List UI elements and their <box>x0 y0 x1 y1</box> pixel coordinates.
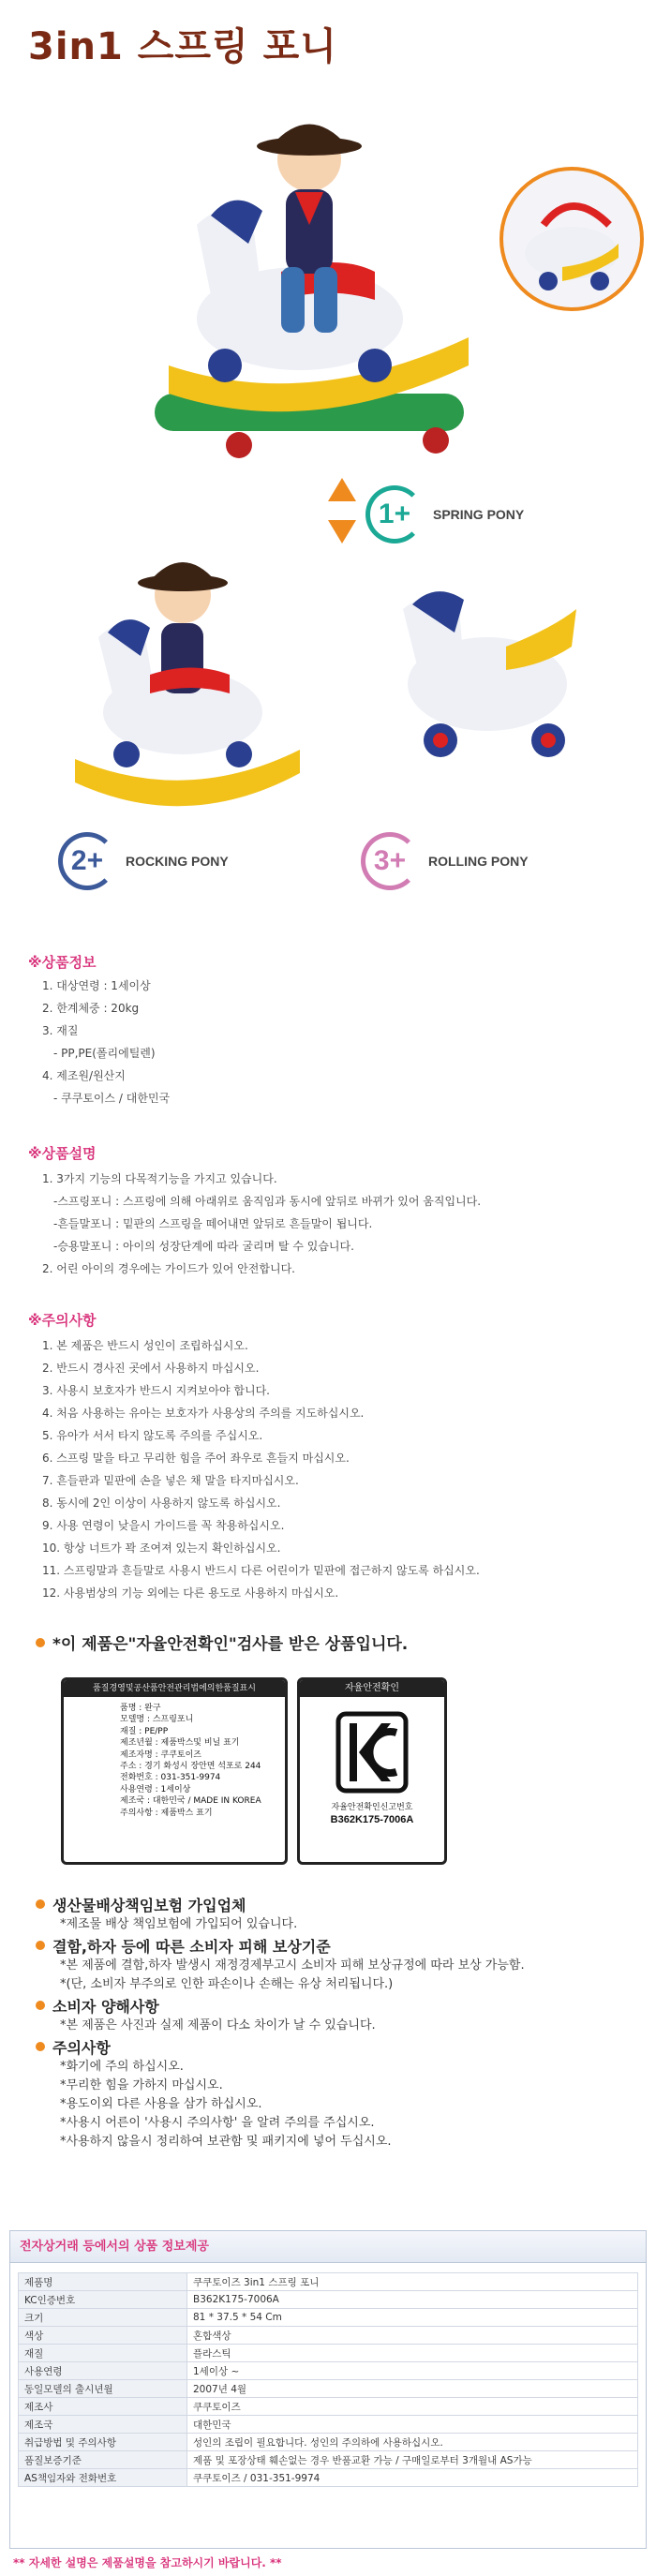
mode-label: ROLLING PONY <box>428 854 529 869</box>
table-value: 쿠쿠토이즈 3in1 스프링 포니 <box>187 2273 638 2291</box>
bullet-dot <box>36 1899 45 1909</box>
cert-heading-suffix: 검사를 받은 상품입니다. <box>236 1635 409 1654</box>
list-item: 3. 사용시 보호자가 반드시 지켜보아야 합니다. <box>42 1384 270 1397</box>
mode-rolling <box>361 832 529 890</box>
bullet-dot <box>36 2042 45 2051</box>
note-line: *본 제품에 결함,하자 발생시 재정경제부고시 소비자 피해 보상규정에 따라 보상 가능함. <box>60 1958 525 1973</box>
table-key: 제품명 <box>19 2273 187 2291</box>
table-row <box>19 2451 638 2469</box>
label-line: 전화번호 : 031-351-9974 <box>120 1773 221 1783</box>
description-heading: ※상품설명 <box>28 1145 97 1162</box>
product-info-table <box>9 2230 647 2549</box>
table-key: 제조사 <box>19 2398 187 2416</box>
mode-number-badge: 1+ <box>365 485 424 543</box>
table-value: 제품 및 포장상태 훼손없는 경우 반품교환 가능 / 구매일로부터 3개월내 AS가능 <box>187 2451 638 2469</box>
note-title: 주의사항 <box>52 2038 111 2057</box>
kc-label <box>297 1677 447 1865</box>
list-item: 2. 한계체중 : 20kg <box>42 1002 140 1015</box>
table-row <box>19 2398 638 2416</box>
table-key: 크기 <box>19 2309 187 2327</box>
list-item: 11. 스프링말과 흔들말로 사용시 반드시 다른 어린이가 밑판에 접근하지 않도록 하십시오. <box>42 1564 480 1577</box>
list-item: 6. 스프링 말을 타고 무리한 힘을 주어 좌우로 흔들지 마십시오. <box>42 1452 350 1465</box>
bullet-dot <box>36 2001 45 2010</box>
table-key: 제조국 <box>19 2416 187 2434</box>
cert-heading-highlight: "자율안전확인" <box>127 1635 237 1654</box>
certification-notice <box>36 1630 635 1654</box>
pony-drawings <box>0 84 656 890</box>
bullet-dot <box>36 1638 45 1647</box>
table-row <box>19 2327 638 2345</box>
mode-number-badge: 3+ <box>361 832 419 890</box>
detail-inset <box>501 169 642 309</box>
list-item: 10. 항상 너트가 꽉 조여져 있는지 확인하십시오. <box>42 1541 281 1555</box>
list-item: 2. 어린 아이의 경우에는 가이드가 있어 안전합니다. <box>42 1262 295 1275</box>
list-item: 8. 동시에 2인 이상이 사용하지 않도록 하십시오. <box>42 1496 281 1510</box>
note-title: 결함,하자 등에 따른 소비자 피해 보상기준 <box>52 1937 331 1956</box>
table-value: 2007년 4월 <box>187 2380 638 2398</box>
kc-code: B362K175-7006A <box>330 1814 414 1825</box>
note-line: *용도이외 다른 사용을 삼가 하십시오. <box>60 2097 262 2111</box>
note-title: 생산물배상책임보험 가입업체 <box>52 1896 246 1914</box>
table-key: 재질 <box>19 2345 187 2362</box>
table-value: 성인의 조립이 필요합니다. 성인의 주의하에 사용하십시오. <box>187 2434 638 2451</box>
label-line: 제조자명 : 쿠쿠토이즈 <box>120 1750 202 1760</box>
table-value: 1세이상 ~ <box>187 2362 638 2380</box>
label-line: 사용연령 : 1세이상 <box>120 1784 191 1794</box>
footnote: ** 자세한 설명은 제품설명을 참고하시기 바랍니다. ** <box>13 2556 282 2569</box>
table-key: 동일모델의 출시년월 <box>19 2380 187 2398</box>
table-row <box>19 2291 638 2309</box>
certification-labels <box>61 1677 447 1865</box>
table-key: KC인증번호 <box>19 2291 187 2309</box>
list-item: 1. 대상연령 : 1세이상 <box>42 979 151 992</box>
label-line: 모델명 : 스프링포니 <box>120 1715 194 1725</box>
mode-label: SPRING PONY <box>433 507 525 522</box>
list-item: 1. 본 제품은 반드시 성인이 조립하십시오. <box>42 1339 248 1352</box>
list-item: -흔들말포니 : 밑판의 스프링을 떼어내면 앞뒤로 흔들말이 됩니다. <box>53 1217 373 1230</box>
rolling-pony-image <box>403 591 576 757</box>
quality-label-header: 품질경영및공산품안전관리법에의한품질표시 <box>64 1680 285 1697</box>
note-title: 소비자 양해사항 <box>52 1997 159 2016</box>
list-item: 2. 반드시 경사진 곳에서 사용하지 마십시오. <box>42 1362 260 1375</box>
mode-number-badge: 2+ <box>58 832 116 890</box>
caution-list <box>42 1334 480 1604</box>
table-row <box>19 2345 638 2362</box>
list-item: 4. 처음 사용하는 유아는 보호자가 사용상의 주의를 지도하십시오. <box>42 1407 365 1420</box>
quality-label <box>61 1677 288 1865</box>
quality-label-body <box>64 1697 285 1819</box>
note-line: *사용시 어른이 '사용시 주의사항' 을 알려 주의를 주십시오. <box>60 2116 375 2130</box>
mode-spring <box>365 485 524 543</box>
notes-section <box>36 1893 635 2152</box>
table-row <box>19 2434 638 2451</box>
kc-mark-icon <box>300 1710 444 1794</box>
label-line: 품명 : 완구 <box>120 1704 161 1713</box>
product-info-heading: ※상품정보 <box>28 954 97 971</box>
note-line: *제조물 배상 책임보험에 가입되어 있습니다. <box>60 1917 298 1931</box>
note-line: *무리한 힘을 가하지 마십시오. <box>60 2078 223 2092</box>
table-row <box>19 2469 638 2487</box>
label-line: 재질 : PE/PP <box>120 1726 169 1736</box>
cert-heading-prefix: *이 제품은 <box>52 1635 128 1654</box>
note-line: *(단, 소비자 부주의로 인한 파손이나 손해는 유상 처리됩니다.) <box>60 1977 394 1991</box>
note-line: *화기에 주의 하십시오. <box>60 2060 184 2074</box>
table-value: 쿠쿠토이즈 / 031-351-9974 <box>187 2469 638 2487</box>
bullet-dot <box>36 1941 45 1950</box>
caution-heading: ※주의사항 <box>28 1312 97 1329</box>
table-value: B362K175-7006A <box>187 2291 638 2309</box>
list-item: 12. 사용범상의 기능 외에는 다른 용도로 사용하지 마십시오. <box>42 1586 339 1600</box>
note-line: *사용하지 않을시 정리하여 보관함 및 패키지에 넣어 두십시오. <box>60 2135 392 2149</box>
table-title: 전자상거래 등에서의 상품 정보제공 <box>10 2231 646 2263</box>
list-item: 3. 재질 <box>42 1024 79 1037</box>
table-key: 사용연령 <box>19 2362 187 2380</box>
mode-rocking <box>58 832 229 890</box>
list-item: - PP,PE(폴리에틸렌) <box>53 1047 156 1060</box>
table-value: 81 * 37.5 * 54 Cm <box>187 2309 638 2327</box>
table-key: 품질보증기준 <box>19 2451 187 2469</box>
table-row <box>19 2273 638 2291</box>
list-item: 1. 3가지 기능의 다목적기능을 가지고 있습니다. <box>42 1172 277 1185</box>
label-line: 제조국 : 대한민국 / MADE IN KOREA <box>120 1796 261 1807</box>
table-row <box>19 2309 638 2327</box>
table-row <box>19 2380 638 2398</box>
table-value: 플라스틱 <box>187 2345 638 2362</box>
table-key: AS책임자와 전화번호 <box>19 2469 187 2487</box>
list-item: -스프링포니 : 스프링에 의해 아래위로 움직임과 동시에 앞뒤로 바뀌가 있어 움직입니다. <box>53 1195 482 1208</box>
spec-table <box>18 2272 638 2487</box>
table-value: 대한민국 <box>187 2416 638 2434</box>
list-item: 9. 사용 연령이 낮을시 가이드를 꼭 착용하십시오. <box>42 1519 285 1532</box>
page-title: 3in1 스프링 포니 <box>28 25 337 68</box>
list-item: 5. 유아가 서서 타지 않도록 주의를 주십시오. <box>42 1429 263 1442</box>
kc-label-header: 자율안전확인 <box>300 1680 444 1697</box>
table-key: 색상 <box>19 2327 187 2345</box>
description-list <box>42 1168 481 1280</box>
list-item: -승용말포니 : 아이의 성장단계에 따라 굴리며 탈 수 있습니다. <box>53 1240 354 1253</box>
kc-caption: 자율안전확인신고번호 <box>331 1803 413 1812</box>
table-row <box>19 2362 638 2380</box>
product-illustration <box>0 84 656 890</box>
label-line: 제조년월 : 제품박스및 비닐 표기 <box>120 1738 240 1749</box>
list-item: - 쿠쿠토이스 / 대한민국 <box>53 1092 171 1105</box>
note-line: *본 제품은 사진과 실제 제품이 다소 차이가 날 수 있습니다. <box>60 2018 376 2033</box>
table-row <box>19 2416 638 2434</box>
label-line: 주소 : 경기 화성시 장안면 석포로 244 <box>120 1762 261 1772</box>
label-line: 주의사항 : 제품박스 표기 <box>120 1808 213 1818</box>
rocking-pony-image <box>75 562 300 806</box>
list-item: 4. 제조원/원산지 <box>42 1069 126 1082</box>
spring-pony-image <box>155 125 469 544</box>
product-info-list <box>42 975 170 1109</box>
mode-label: ROCKING PONY <box>126 854 229 869</box>
table-value: 혼합색상 <box>187 2327 638 2345</box>
table-value: 쿠쿠토이즈 <box>187 2398 638 2416</box>
table-key: 취급방법 및 주의사항 <box>19 2434 187 2451</box>
list-item: 7. 흔들판과 밑판에 손을 넣은 채 말을 타지마십시오. <box>42 1474 299 1487</box>
